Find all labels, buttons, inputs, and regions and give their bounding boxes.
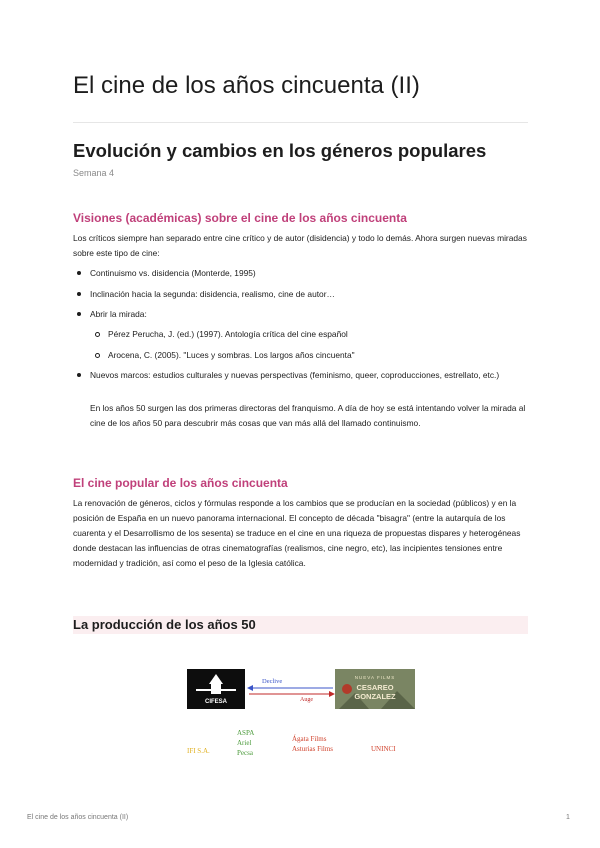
footer-page-number: 1 xyxy=(566,814,570,821)
cine-popular-text: La renovación de géneros, ciclos y fórmulas responde a los cambios que se producían en la sociedad (públicos) y en la posición de España en un nuevo panorama internacional. El concepto de década "bisagra" (entre la autarquía de los cuarenta y el Desarrollismo de los sesenta) se traduce en el cine en una riqueza de propuestas dispares y heterogéneas donde destacan las influencias de otras cinematografías (realismos, cine negro, etc), las incipientes tensiones entre modernidad y tradición, así como el peso de la Iglesia católica. xyxy=(73,498,521,568)
company-agata-asturias: Ágata Films Asturias Films xyxy=(292,735,334,753)
page-title: El cine de los años cincuenta (II) xyxy=(73,72,420,99)
list-item: Pérez Perucha, J. (ed.) (1997). Antología crítica del cine español xyxy=(108,327,528,341)
cifesa-logo: CIFESA xyxy=(187,669,245,709)
company-uninci: UNINCI xyxy=(371,745,396,753)
footer-doc-title: El cine de los años cincuenta (II) xyxy=(27,814,129,821)
list-item: Inclinación hacia la segunda: disidencia, realismo, cine de autor… xyxy=(90,287,528,301)
arrows-diagram xyxy=(245,676,337,706)
list-item: Continuismo vs. disidencia (Monterde, 1995) xyxy=(90,266,528,280)
visiones-intro: Los críticos siempre han separado entre cine crítico y de autor (disidencia) y todo lo demás. Ahora surgen nuevas miradas sobre este tipo de cine: xyxy=(73,233,527,258)
bullet-icon xyxy=(77,312,81,316)
circle-bullet-icon xyxy=(95,332,100,337)
bullet-icon xyxy=(77,292,81,296)
heading-visiones: Visiones (académicas) sobre el cine de los años cincuenta xyxy=(73,211,407,225)
bullet-icon xyxy=(77,271,81,275)
section-title: Evolución y cambios en los géneros populares xyxy=(73,140,487,161)
heading-cine-popular: El cine popular de los años cincuenta xyxy=(73,476,288,490)
circle-bullet-icon xyxy=(95,353,100,358)
section-subtitle: Semana 4 xyxy=(73,168,115,178)
auge-label: Auge xyxy=(300,697,313,703)
visiones-closing: En los años 50 surgen las dos primeras directoras del franquismo. A día de hoy se está intentando volver la mirada al cine de los años 50 para descubrir más cosas que van más allá del llamado continuismo. xyxy=(90,403,526,428)
company-aspa-ariel-pecsa: ASPA Ariel Pecsa xyxy=(237,729,255,757)
bullet-icon xyxy=(77,373,81,377)
list-item: Arocena, C. (2005). "Luces y sombras. Los largos años cincuenta" xyxy=(108,348,528,362)
heading-produccion: La producción de los años 50 xyxy=(73,617,256,632)
declive-label: Declive xyxy=(262,678,283,685)
list-item: Nuevos marcos: estudios culturales y nuevas perspectivas (feminismo, queer, coproducciones, estrellato, etc.) xyxy=(90,368,528,382)
company-ifi: IFI S.A. xyxy=(187,747,210,755)
title-divider xyxy=(73,122,528,123)
cesareo-gonzalez-logo: NUEVA FILMS CESAREO GONZALEZ xyxy=(335,669,415,709)
list-item: Abrir la mirada: xyxy=(90,307,528,321)
